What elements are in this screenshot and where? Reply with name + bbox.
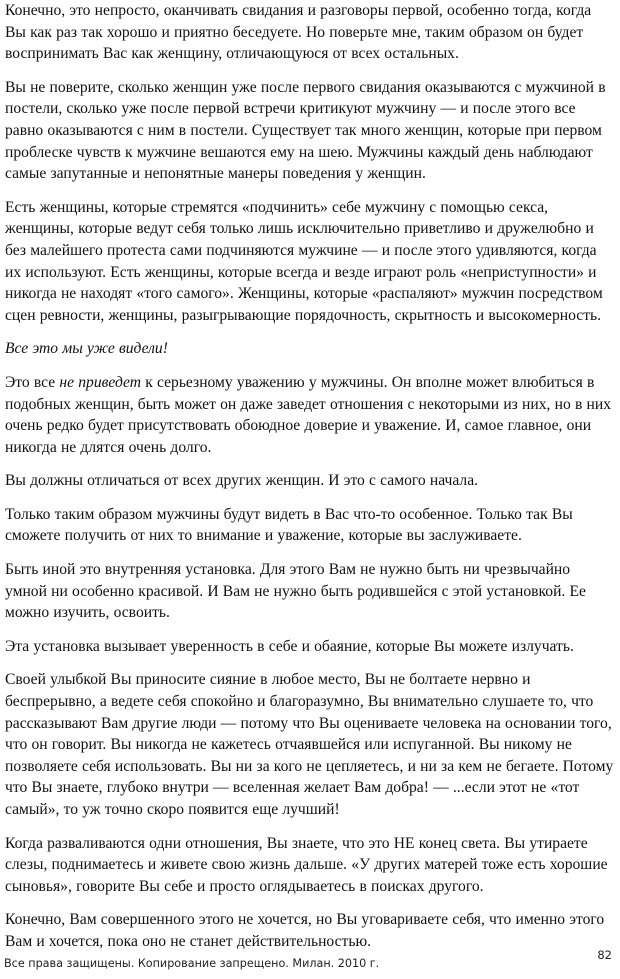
paragraph-smile: Своей улыбкой Вы приносите сияние в любое место, Вы не болтаете нервно и беспрерывно, а ведете себя спокойно и благоразумно, Вы внимательно слушаете то, что рассказывают Вам другие люди — потому что Вы оцениваете человека на основании того, что он говорит. Вы никогда не кажетесь отчаявшейся или испуганной. Вы никому не позволяете себя использовать. Вы ни за кого не цепляетесь, и ни за кем не бегаете. Потому что Вы знаете, глубоко внутри — вселенная желает Вам добра! — ...если этот не «тот самый», то уж точно скоро появится еще лучший!: [5, 671, 614, 818]
paragraph-no-respect: [5, 372, 615, 458]
page-body: [5, 0, 615, 965]
copyright-footer: Все права защищены. Копирование запрещено. Милан. 2010 г.: [4, 957, 380, 970]
paragraph-no-respect-end: к серьезному уважению у мужчины. Он вполне может влюбиться в подобных женщин, быть может он даже заведет отношения с некоторыми из них, но в них очень редко будет присутствовать обоюдное доверие и уважение. И, самое главное, они никогда не длятся очень долго.: [5, 373, 612, 456]
paragraph-no-respect-start: Это все: [5, 373, 60, 391]
paragraph-ending-dates: Конечно, это непросто, оканчивать свидания и разговоры первой, особенно тогда, когда Вы как раз так хорошо и приятно беседуете. Но поверьте мне, таким образом он будет воспринимать Вас как женщину, отличающуюся от всех остальных.: [5, 2, 592, 63]
paragraph-confidence: Эта установка вызывает уверенность в себе и обаяние, которые Вы можете излучать.: [5, 637, 574, 655]
paragraph-seen-it-all: Все это мы уже видели!: [5, 340, 168, 358]
paragraph-not-end-of-world: Когда разваливаются одни отношения, Вы знаете, что это НЕ конец света. Вы утираете слезы, поднимаетесь и живете свою жизнь дальше. «У других матерей тоже есть хорошие сыновья», говорите Вы себе и просто оглядываетесь в поисках другого.: [5, 834, 608, 895]
paragraph-no-respect-emphasis: не приведет: [59, 373, 142, 391]
paragraph-types-of-women: Есть женщины, которые стремятся «подчинить» себе мужчину с помощью секса, женщины, которые ведут себя только лишь исключительно приветливо и дружелюбно и без малейшего протеста сами подчиняются мужчине — и после этого удивляются, когда их используют. Есть женщины, которые всегда и везде играют роль «неприступности» и никогда не находят «того самого». Женщины, которые «распаляют» мужчин посредством сцен ревности, женщины, разыгрывающие порядочность, скрытность и высокомерность.: [5, 198, 603, 324]
paragraph-be-different: Вы должны отличаться от всех других женщин. И это с самого начала.: [5, 472, 479, 490]
paragraph-persuade-yourself: Конечно, Вам совершенного этого не хочется, но Вы уговариваете себя, что именно этого Вам и хочется, пока оно не станет действительностью.: [5, 911, 605, 950]
paragraph-something-special: Только таким образом мужчины будут видеть в Вас что-то особенное. Только так Вы сможете получить от них то внимание и уважение, которые вы заслуживаете.: [5, 505, 573, 545]
paragraph-first-date: Вы не поверите, сколько женщин уже после первого свидания оказываются с мужчиной в постели, сколько уже после первой встречи критикуют мужчину — и после этого все равно оказываются с ним в постели. Существует так много женщин, которые при первом проблеске чувств к мужчине вешаются ему на шею. Мужчины каждый день наблюдают самые запутанные и непонятные манеры поведения у женщин.: [5, 78, 606, 183]
paragraph-inner-attitude: Быть иной это внутренняя установка. Для этого Вам не нужно быть ни чрезвычайно умной ни особенно красивой. И Вам не нужно быть родившейся с этой установкой. Ее можно изучить, освоить.: [5, 561, 586, 622]
page-number: 82: [597, 948, 612, 962]
